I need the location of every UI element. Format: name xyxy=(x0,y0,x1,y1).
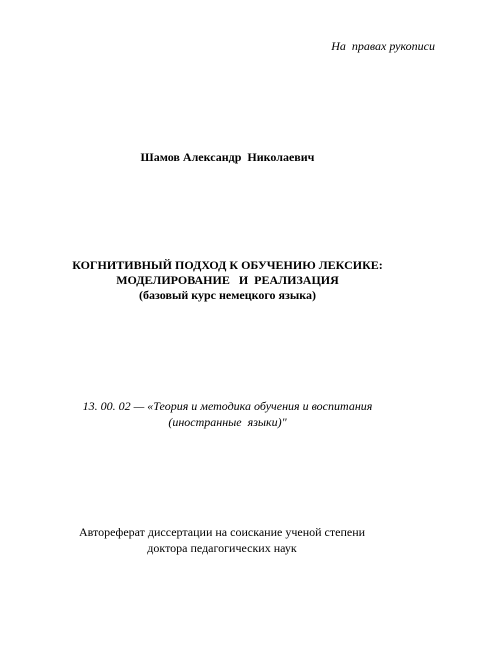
specialty-code xyxy=(0,398,455,430)
specialty-line-2: (иностранные языки)" xyxy=(168,415,287,429)
title-line-3: (базовый курс немецкого языка) xyxy=(139,288,316,302)
abstract-description xyxy=(0,524,444,556)
title-line-1: КОГНИТИВНЫЙ ПОДХОД К ОБУЧЕНИЮ ЛЕКСИКЕ: xyxy=(72,258,383,272)
specialty-line-1: 13. 00. 02 — «Теория и методика обучения и воспитания xyxy=(82,399,373,413)
author-name: Шамов Александр Николаевич xyxy=(140,150,315,164)
abstract-line-2: доктора педагогических наук xyxy=(147,541,297,555)
dissertation-title xyxy=(0,258,455,303)
title-line-2: МОДЕЛИРОВАНИЕ И РЕАЛИЗАЦИЯ xyxy=(116,273,339,287)
manuscript-note: На правах рукописи xyxy=(331,39,435,53)
abstract-line-1: Автореферат диссертации на соискание ученой степени xyxy=(78,525,366,539)
